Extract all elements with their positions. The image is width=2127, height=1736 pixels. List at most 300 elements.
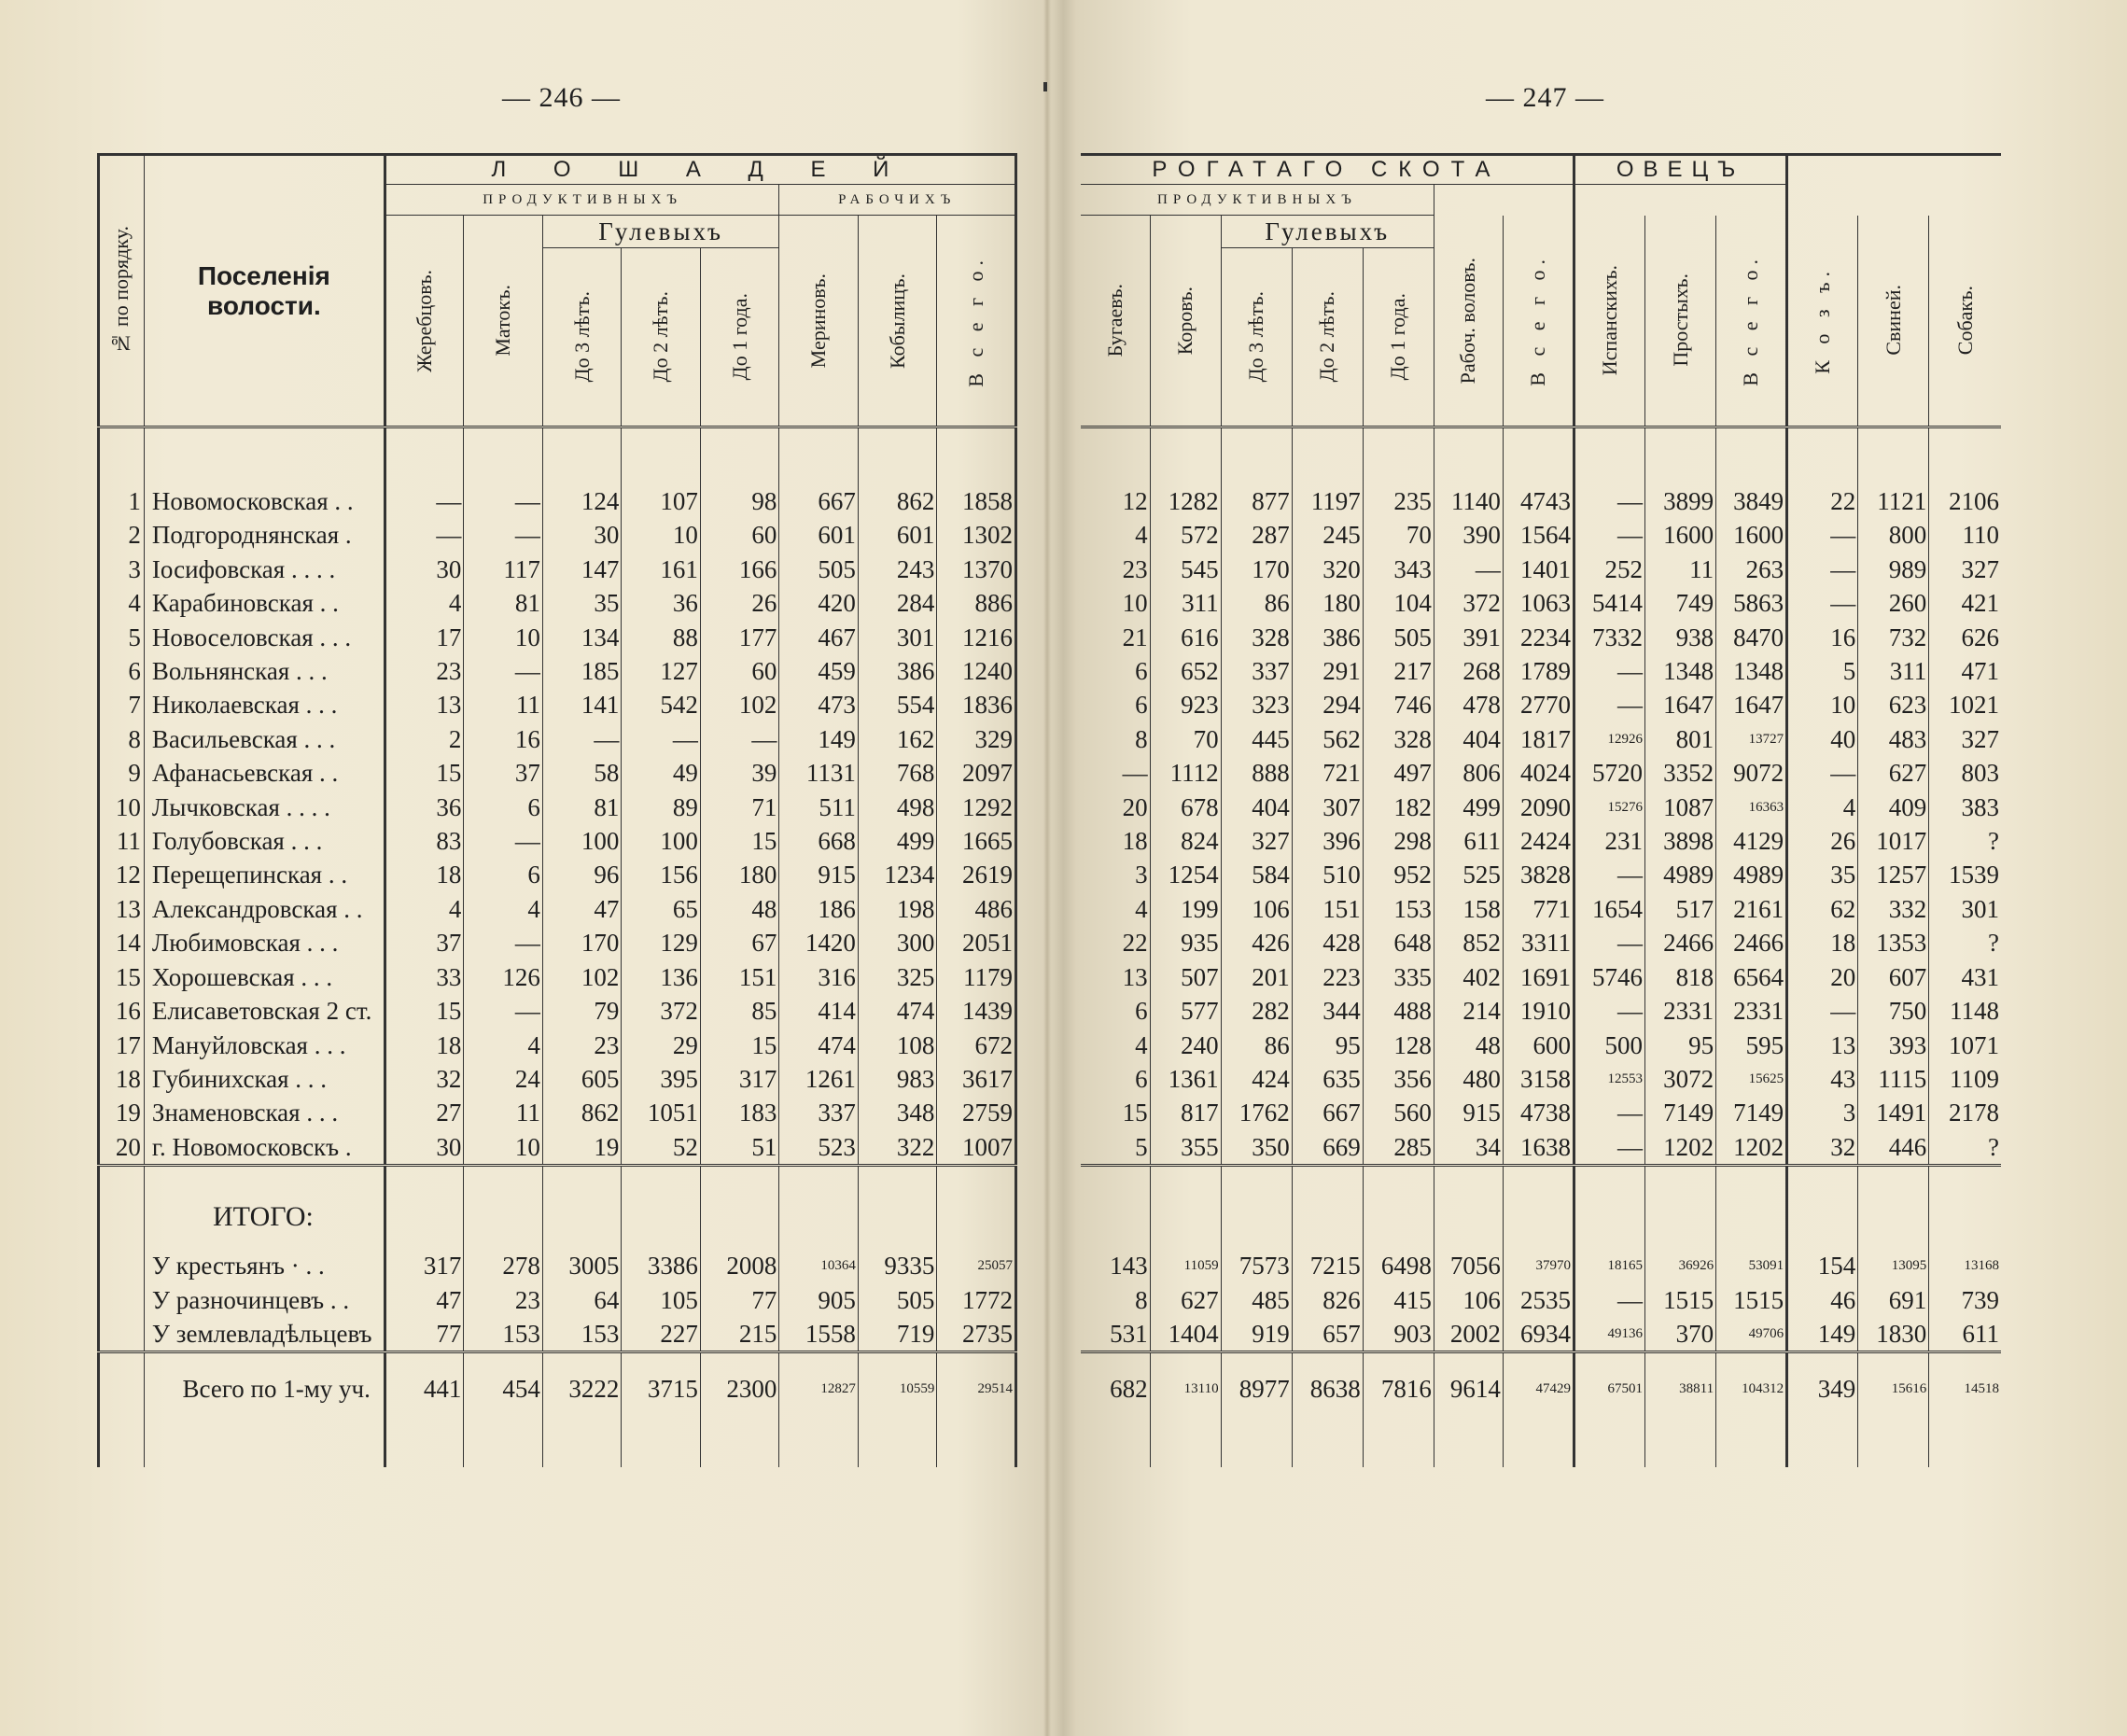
table-cell: 162 [858, 722, 937, 756]
table-cell: 497 [1363, 756, 1434, 790]
table-cell: 108 [858, 1029, 937, 1062]
totals-row [1081, 1249, 2001, 1282]
spacer-cell [1787, 427, 1858, 485]
table-cell: 23 [464, 1283, 543, 1317]
table-cell: 317 [385, 1249, 464, 1282]
table-cell: 12553 [1574, 1062, 1644, 1096]
table-cell: 4024 [1503, 756, 1574, 790]
table-cell: 127 [622, 654, 701, 688]
table-cell: 1539 [1929, 858, 2001, 891]
table-cell: 1254 [1150, 858, 1221, 891]
blank-cell [1221, 1166, 1292, 1235]
table-cell: 507 [1150, 960, 1221, 994]
table-cell: 7816 [1363, 1352, 1434, 1425]
table-cell: 1665 [937, 824, 1016, 858]
blank-cell [1645, 1424, 1716, 1467]
table-cell: 372 [1434, 586, 1503, 620]
table-cell: 81 [542, 791, 622, 824]
table-cell: 2090 [1503, 791, 1574, 824]
table-cell: 33 [385, 960, 464, 994]
table-cell: 52 [622, 1130, 701, 1166]
table-cell: 635 [1292, 1062, 1363, 1096]
table-cell: 10 [1122, 589, 1148, 618]
table-cell: 35 [1787, 858, 1858, 891]
table-cell: 402 [1434, 960, 1503, 994]
table-cell: — [1574, 858, 1644, 891]
table-cell: 905 [779, 1283, 859, 1317]
table-cell: 445 [1221, 722, 1292, 756]
blank-cell [1858, 1234, 1929, 1249]
table-cell: 6498 [1363, 1249, 1434, 1282]
table-cell: 70 [1150, 722, 1221, 756]
itogo-row [1081, 1166, 2001, 1235]
table-cell: 3 [1135, 861, 1148, 889]
grand-total-label: Всего по 1-му уч. [144, 1352, 385, 1425]
spacer-cell [1081, 427, 1150, 485]
table-cell: 23 [385, 654, 464, 688]
table-cell: 4738 [1503, 1096, 1574, 1129]
table-cell: 60 [700, 654, 779, 688]
table-cell: 750 [1858, 994, 1929, 1028]
table-cell: 77 [700, 1283, 779, 1317]
table-row [99, 553, 1016, 586]
table-row [99, 824, 1016, 858]
table-cell: 370 [1645, 1317, 1716, 1352]
table-row [99, 688, 1016, 721]
right-page [1081, 153, 2001, 1467]
table-cell: — [464, 654, 543, 688]
table-cell: 1600 [1716, 518, 1787, 552]
table-cell: 446 [1858, 1130, 1929, 1166]
blank-cell [1221, 1424, 1292, 1467]
table-cell: 96 [542, 858, 622, 891]
table-cell: 15625 [1716, 1062, 1787, 1096]
row-number: 4 [99, 586, 145, 620]
settlement-name: Знаменовская . . . [144, 1096, 385, 1129]
productive-header: ПРОДУКТИВНЫХЪ [1081, 185, 1434, 216]
table-cell: 15 [1122, 1099, 1148, 1127]
table-cell: 177 [700, 621, 779, 654]
table-cell: 938 [1645, 621, 1716, 654]
table-cell: 8638 [1292, 1352, 1363, 1425]
table-cell: 58 [542, 756, 622, 790]
table-cell: 1647 [1716, 688, 1787, 721]
table-cell: 5720 [1574, 756, 1644, 790]
table-cell: 801 [1645, 722, 1716, 756]
table-cell: — [1574, 518, 1644, 552]
table-cell: 817 [1150, 1096, 1221, 1129]
blank-cell [144, 1234, 385, 1249]
table-cell: 147 [542, 553, 622, 586]
table-cell: 4 [1135, 521, 1148, 550]
table-cell: 2002 [1434, 1317, 1503, 1352]
blank-cell [385, 1166, 464, 1235]
table-cell: 37970 [1503, 1249, 1574, 1282]
table-cell: 554 [858, 688, 937, 721]
table-cell: — [1787, 994, 1858, 1028]
table-cell: 415 [1363, 1283, 1434, 1317]
table-cell: — [1574, 688, 1644, 721]
table-cell: 223 [1292, 960, 1363, 994]
table-cell: 301 [858, 621, 937, 654]
table-cell: 1762 [1221, 1096, 1292, 1129]
table-cell: 26 [1787, 824, 1858, 858]
table-cell: 49706 [1716, 1317, 1787, 1352]
table-cell: 657 [1292, 1317, 1363, 1352]
table-cell: 572 [1150, 518, 1221, 552]
col-no-header: № по порядку. [99, 155, 145, 427]
table-cell: 86 [1221, 586, 1292, 620]
table-cell: 154 [1787, 1249, 1858, 1282]
table-cell: 818 [1645, 960, 1716, 994]
settlement-name: г. Новомосковскъ . [144, 1130, 385, 1166]
col-header-5: Рабоч. воловъ. [1434, 216, 1503, 427]
table-cell: 749 [1645, 586, 1716, 620]
table-cell: 15 [385, 994, 464, 1028]
settlement-name: Александровская . . [144, 892, 385, 926]
table-row [1081, 688, 2001, 721]
totals-row [1081, 1317, 2001, 1352]
blank-cell [700, 1234, 779, 1249]
table-cell: 106 [1434, 1283, 1503, 1317]
table-cell: 404 [1434, 722, 1503, 756]
table-cell: 459 [779, 654, 859, 688]
settlement-name: Подгороднянская . [144, 518, 385, 552]
col-header-2: До 3 лѣтъ. [1221, 248, 1292, 427]
blank-cell [937, 1424, 1016, 1467]
row-number: 20 [99, 1130, 145, 1166]
row-number: 12 [99, 858, 145, 891]
blank-cell [1929, 1234, 2001, 1249]
table-cell: 467 [779, 621, 859, 654]
blank-header [1787, 155, 2001, 216]
blank-cell [1929, 1424, 2001, 1467]
table-cell: 1087 [1645, 791, 1716, 824]
table-cell: 201 [1221, 960, 1292, 994]
spacer-cell [1363, 427, 1434, 485]
table-cell: 952 [1363, 858, 1434, 891]
table-cell: 70 [1363, 518, 1434, 552]
table-cell: 3352 [1645, 756, 1716, 790]
table-cell: 36 [622, 586, 701, 620]
settlement-name: Карабиновская . . [144, 586, 385, 620]
gulevykh-header: Гулевыхъ [1221, 216, 1434, 248]
table-row [99, 1130, 1016, 1166]
table-cell: 390 [1434, 518, 1503, 552]
table-cell: 186 [779, 892, 859, 926]
table-cell: 1257 [1858, 858, 1929, 891]
table-cell: 13110 [1150, 1352, 1221, 1425]
table-cell: 4 [385, 892, 464, 926]
table-cell: 46 [1787, 1283, 1858, 1317]
table-cell: 919 [1221, 1317, 1292, 1352]
table-cell: 560 [1363, 1096, 1434, 1129]
blank-cell [858, 1424, 937, 1467]
blank-cell [1081, 1166, 1150, 1235]
blank-cell [542, 1234, 622, 1249]
table-cell: 85 [700, 994, 779, 1028]
table-cell: 721 [1292, 756, 1363, 790]
totals-row [99, 1317, 1016, 1352]
blank-cell [1787, 1166, 1858, 1235]
blank-cell [99, 1166, 145, 1235]
spacer-cell [622, 427, 701, 485]
table-cell: 356 [1363, 1062, 1434, 1096]
table-row [99, 858, 1016, 891]
table-cell: 1240 [937, 654, 1016, 688]
col-settlement-header: Поселенія волости. [144, 155, 385, 427]
table-cell: 40 [1787, 722, 1858, 756]
table-cell: 7149 [1645, 1096, 1716, 1129]
table-cell: 1858 [937, 484, 1016, 518]
settlement-name: Любимовская . . . [144, 926, 385, 959]
table-cell: 505 [779, 553, 859, 586]
table-cell: 2770 [1503, 688, 1574, 721]
table-cell: 10559 [858, 1352, 937, 1425]
blank-cell [1503, 1166, 1574, 1235]
table-cell: 243 [858, 553, 937, 586]
table-cell: 47 [542, 892, 622, 926]
table-cell: 323 [1221, 688, 1292, 721]
table-cell: 13 [1787, 1029, 1858, 1062]
table-cell: 1017 [1858, 824, 1929, 858]
table-cell: — [464, 926, 543, 959]
table-cell: 22 [1787, 484, 1858, 518]
table-cell: 170 [542, 926, 622, 959]
row-number: 10 [99, 791, 145, 824]
table-cell: 7332 [1574, 621, 1644, 654]
table-cell: 29 [622, 1029, 701, 1062]
table-cell: 1179 [937, 960, 1016, 994]
table-row [99, 1096, 1016, 1129]
blank-cell [1645, 1234, 1716, 1249]
table-cell: 38811 [1645, 1352, 1716, 1425]
table-cell: 607 [1858, 960, 1929, 994]
blank-cell [622, 1424, 701, 1467]
spacer-cell [1574, 427, 1644, 485]
table-cell: 1348 [1645, 654, 1716, 688]
table-cell: 431 [1929, 960, 2001, 994]
table-cell: 488 [1363, 994, 1434, 1028]
table-cell: 30 [385, 553, 464, 586]
blank-cell [542, 1424, 622, 1467]
table-cell: 227 [622, 1317, 701, 1352]
settlement-name: Губинихская . . . [144, 1062, 385, 1096]
table-cell: 1148 [1929, 994, 2001, 1028]
table-cell: 316 [779, 960, 859, 994]
table-cell: 136 [622, 960, 701, 994]
table-cell: — [464, 824, 543, 858]
table-cell: 3 [1787, 1096, 1858, 1129]
table-cell: 9335 [858, 1249, 937, 1282]
table-cell: 107 [622, 484, 701, 518]
col-header-12: Собакъ. [1929, 216, 2001, 427]
table-cell: 4 [385, 586, 464, 620]
table-cell: 2051 [937, 926, 1016, 959]
table-cell: 245 [1292, 518, 1363, 552]
table-cell: 3222 [542, 1352, 622, 1425]
table-cell: 1121 [1858, 484, 1929, 518]
table-cell: 100 [542, 824, 622, 858]
table-cell: 89 [622, 791, 701, 824]
table-cell: 30 [385, 1130, 464, 1166]
table-cell: — [1574, 926, 1644, 959]
table-cell: 623 [1858, 688, 1929, 721]
spacer-cell [464, 427, 543, 485]
table-cell: 67 [700, 926, 779, 959]
row-number: 1 [99, 484, 145, 518]
blank-cell [1434, 1424, 1503, 1467]
blank-cell [1221, 1234, 1292, 1249]
table-cell: 6 [464, 858, 543, 891]
blank-cell [858, 1166, 937, 1235]
table-cell: 746 [1363, 688, 1434, 721]
table-cell: 16 [464, 722, 543, 756]
table-cell: 11059 [1150, 1249, 1221, 1282]
table-cell: 5 [1787, 654, 1858, 688]
table-cell: 1051 [622, 1096, 701, 1129]
blank-cell [1150, 1234, 1221, 1249]
table-cell: 124 [542, 484, 622, 518]
blank-cell [1787, 1424, 1858, 1467]
table-cell: 268 [1434, 654, 1503, 688]
right-page-number: — 247 — [1486, 82, 1604, 113]
table-cell: 1515 [1645, 1283, 1716, 1317]
table-cell: 11 [464, 688, 543, 721]
row-number: 6 [99, 654, 145, 688]
settlement-name: Лычковская . . . . [144, 791, 385, 824]
table-cell: 183 [700, 1096, 779, 1129]
cattle-sheep-table [1081, 153, 2001, 1467]
totals-row [99, 1249, 1016, 1282]
table-cell: 595 [1716, 1029, 1787, 1062]
table-cell: 395 [622, 1062, 701, 1096]
table-cell: 100 [622, 824, 701, 858]
blank-cell [779, 1424, 859, 1467]
table-cell: 611 [1434, 824, 1503, 858]
col-header-11: Свиней. [1858, 216, 1929, 427]
table-cell: 151 [700, 960, 779, 994]
table-cell: 198 [858, 892, 937, 926]
grand-total-row [1081, 1352, 2001, 1425]
table-cell: 29514 [937, 1352, 1016, 1425]
table-cell: 498 [858, 791, 937, 824]
table-cell: — [1434, 553, 1503, 586]
table-cell: 505 [1363, 621, 1434, 654]
table-cell: 542 [622, 688, 701, 721]
table-cell: 672 [937, 1029, 1016, 1062]
table-cell: 110 [1929, 518, 2001, 552]
table-cell: 800 [1858, 518, 1929, 552]
table-cell: — [1574, 1283, 1644, 1317]
table-cell: 129 [622, 926, 701, 959]
table-cell: — [1122, 759, 1148, 788]
blank-cell [464, 1234, 543, 1249]
col-header-0: Жеребцовъ. [385, 216, 464, 427]
table-cell: 1071 [1929, 1029, 2001, 1062]
table-cell: 383 [1929, 791, 2001, 824]
spacer-cell [937, 427, 1016, 485]
table-cell: 278 [464, 1249, 543, 1282]
table-cell: 355 [1150, 1130, 1221, 1166]
table-cell: 3158 [1503, 1062, 1574, 1096]
table-cell: 1202 [1716, 1130, 1787, 1166]
table-cell: 1817 [1503, 722, 1574, 756]
table-cell: 611 [1929, 1317, 2001, 1352]
table-row [99, 1029, 1016, 1062]
table-cell: 2535 [1503, 1283, 1574, 1317]
table-cell: 691 [1858, 1283, 1929, 1317]
table-cell: 601 [858, 518, 937, 552]
table-cell: 1691 [1503, 960, 1574, 994]
table-cell: 7215 [1292, 1249, 1363, 1282]
table-cell: 4743 [1503, 484, 1574, 518]
table-cell: 32 [385, 1062, 464, 1096]
table-cell: 517 [1645, 892, 1716, 926]
table-cell: 287 [1221, 518, 1292, 552]
table-cell: 474 [858, 994, 937, 1028]
blank-cell [1787, 1234, 1858, 1249]
totals-label: У землевладѣльцевъ [144, 1317, 385, 1352]
row-number: 16 [99, 994, 145, 1028]
table-cell: 2619 [937, 858, 1016, 891]
row-number: 11 [99, 824, 145, 858]
table-cell: 989 [1858, 553, 1929, 586]
table-cell: 149 [779, 722, 859, 756]
totals-label: У разночинцевъ . . [144, 1283, 385, 1317]
table-row [1081, 756, 2001, 790]
col-header-3: До 2 лѣтъ. [1292, 248, 1363, 427]
table-cell: 350 [1221, 1130, 1292, 1166]
table-cell: 1600 [1645, 518, 1716, 552]
table-row [99, 756, 1016, 790]
table-cell: 88 [622, 621, 701, 654]
table-cell: 51 [700, 1130, 779, 1166]
blank-cell [622, 1166, 701, 1235]
blank-cell [1363, 1166, 1434, 1235]
col-header-4: До 1 года. [1363, 248, 1434, 427]
table-cell: 10364 [779, 1249, 859, 1282]
table-row [1081, 586, 2001, 620]
table-cell: 117 [464, 553, 543, 586]
blank-cell [1292, 1166, 1363, 1235]
table-cell: 307 [1292, 791, 1363, 824]
col-header-10: К о з ъ. [1787, 216, 1858, 427]
table-cell: — [464, 994, 543, 1028]
table-cell: 30 [542, 518, 622, 552]
blank-cell [99, 1234, 145, 1249]
table-cell: 601 [779, 518, 859, 552]
blank-cell [937, 1166, 1016, 1235]
book-gutter [1043, 0, 1051, 1736]
table-cell: 65 [622, 892, 701, 926]
table-cell: 386 [1292, 621, 1363, 654]
working-header: РАБОЧИХЪ [779, 185, 1016, 216]
table-cell: 806 [1434, 756, 1503, 790]
table-cell: 328 [1221, 621, 1292, 654]
table-cell: 81 [464, 586, 543, 620]
table-cell: 24 [464, 1062, 543, 1096]
table-cell: 104312 [1716, 1352, 1787, 1425]
table-cell: 669 [1292, 1130, 1363, 1166]
table-cell: 824 [1150, 824, 1221, 858]
table-cell: 3899 [1645, 484, 1716, 518]
table-cell: 317 [700, 1062, 779, 1096]
table-cell: 2300 [700, 1352, 779, 1425]
table-cell: 1830 [1858, 1317, 1929, 1352]
blank-cell [385, 1424, 464, 1467]
table-cell: — [1574, 484, 1644, 518]
